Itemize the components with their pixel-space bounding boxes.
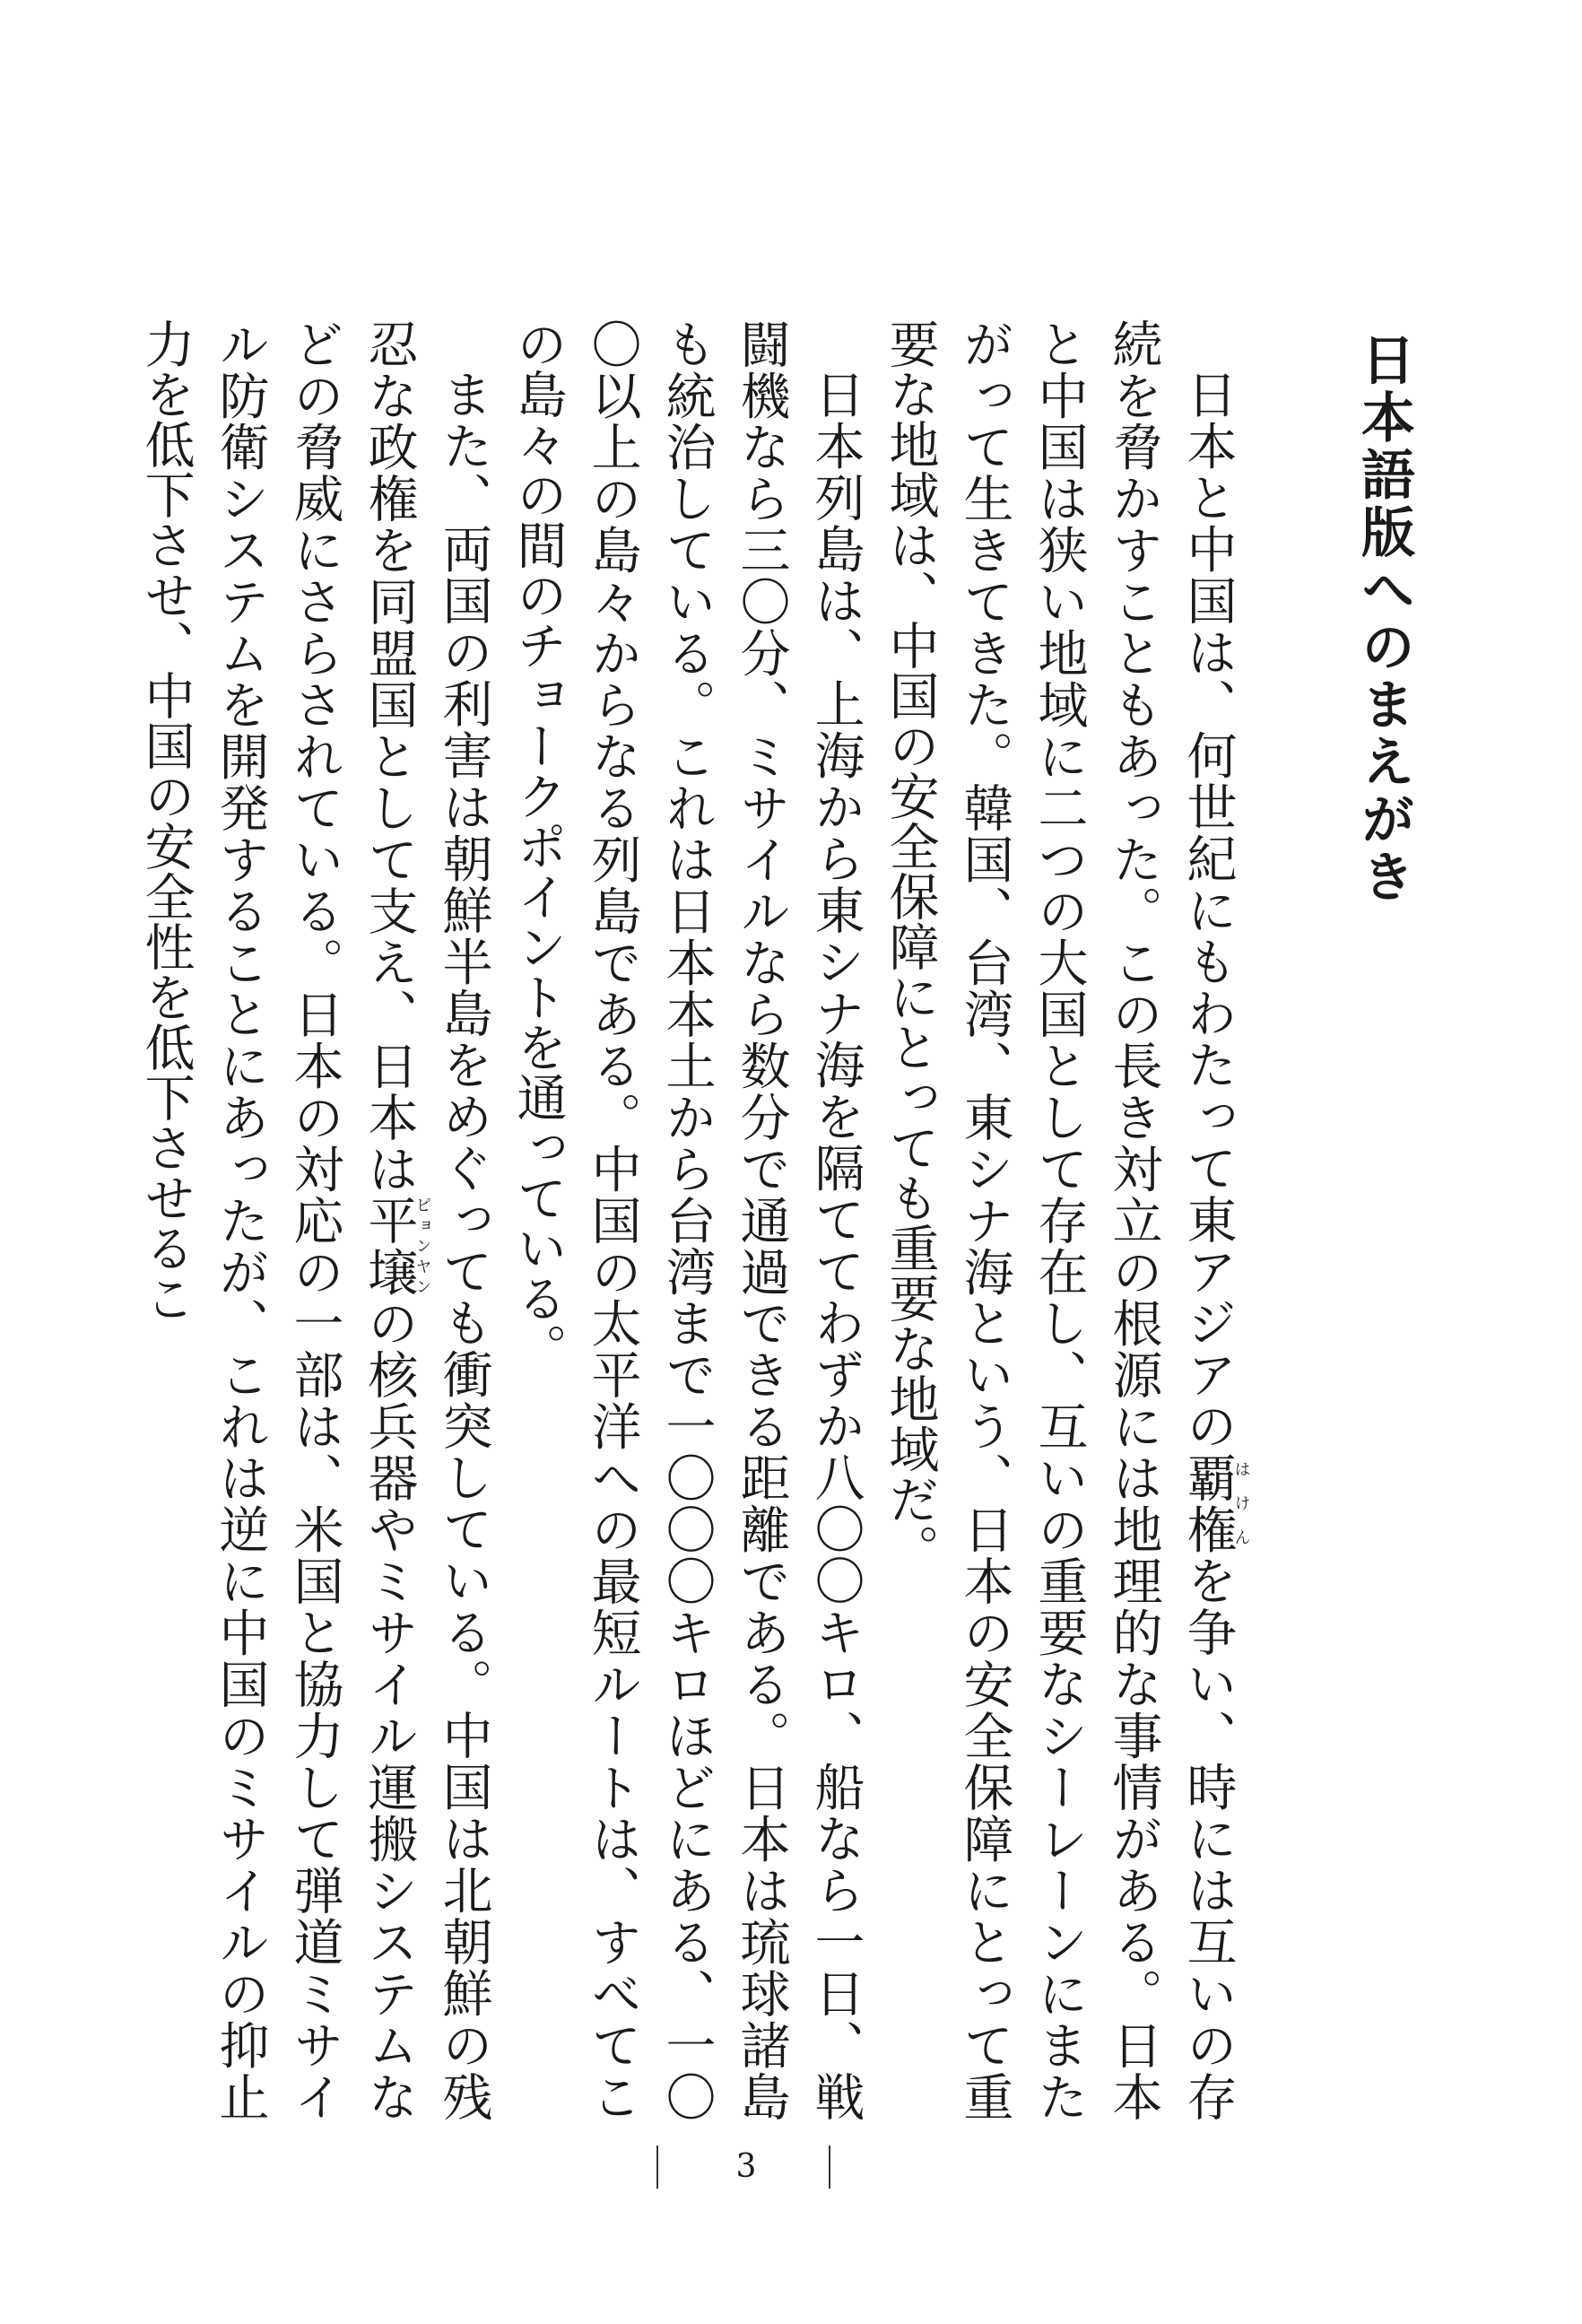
folio xyxy=(0,2142,1582,2196)
paragraph-text: を争い、時には互いの存続を脅かすこともあった。この長き対立の根源には地理的な事情がある。日本と中国は狭い地域に二つの大国として存在し、互いの重要なシーレーンにまたがって生きてきた。韓国、台湾、東シナ海という、日本の安全保障にとって重要な地域は、中国の安全保障にとっても重要な地域だ。 xyxy=(881,318,1238,2122)
ruby-reading: ピョンヤン xyxy=(413,1195,432,1297)
vertical-text-block xyxy=(136,318,1421,2122)
ruby-term: 平壌ピョンヤン xyxy=(360,1195,432,1298)
paragraph-text: 日本列島は、上海から東シナ海を隔ててわずか八〇〇キロ、船なら一日、戦闘機なら三〇分、ミサイルなら数分で通過できる距離である。日本は琉球諸島も統治している。これは日本本土から台湾まで一〇〇〇キロほどにある、一〇〇以上の島々からなる列島である。中国の太平洋への最短ルートは、すべてこの島々の間のチョークポイントを通っている。 xyxy=(508,318,865,2121)
paragraph xyxy=(501,318,874,2121)
folio-rule-left xyxy=(656,2146,658,2189)
ruby-reading: はけん xyxy=(1231,1451,1251,1554)
paragraph xyxy=(129,318,501,2121)
page-number: 3 xyxy=(735,2148,757,2185)
paragraph xyxy=(874,318,1250,2121)
folio-rule-right xyxy=(829,2146,830,2189)
chapter-title: 日本語版へのまえがき xyxy=(1352,332,1415,906)
ruby-term: 覇権はけん xyxy=(1178,1451,1251,1555)
paragraph-text: の核兵器やミサイル運搬システムなどの脅威にさらされている。日本の対応の一部は、米国と協力して弾道ミサイル防衛システムを開発することにあったが、これは逆に中国のミサイルの抑止力を低下させ、中国の安全性を低下させるこ xyxy=(136,318,419,2122)
paragraph-text: 日本と中国は、何世紀にもわたって東アジアの xyxy=(1178,369,1238,1452)
paragraph-text: また、両国の利害は朝鮮半島をめぐっても衝突している。中国は北朝鮮の残忍な政権を同盟国として支え、日本は xyxy=(360,318,493,2121)
